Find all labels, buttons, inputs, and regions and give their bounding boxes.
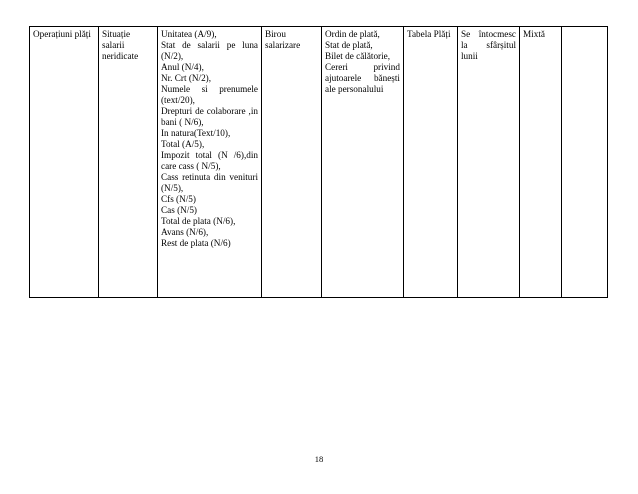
fields-cell <box>158 27 262 298</box>
field-item: Cas (N/5) <box>161 205 197 215</box>
timing-text: Se întocmesc la sfârșitul lunii <box>461 29 516 61</box>
page-number: 18 <box>314 454 324 464</box>
type-text: Mixtă <box>523 29 545 39</box>
table-name-text: Tabela Plăți <box>407 29 451 39</box>
source-item: Cereri privind ajutoarele bănești ale personalului <box>325 62 400 94</box>
data-table <box>29 26 608 298</box>
field-item: Stat de salarii pe luna (N/2), <box>161 40 258 61</box>
empty-cell <box>562 27 608 298</box>
table-row <box>30 27 608 298</box>
field-item: Anul (N/4), <box>161 62 204 72</box>
operation-cell <box>30 27 99 298</box>
type-cell <box>520 27 562 298</box>
field-item: Drepturi de colaborare ,in bani ( N/6), <box>161 106 258 127</box>
field-item: Nr. Crt (N/2), <box>161 73 212 83</box>
field-item: In natura(Text/10), <box>161 128 231 138</box>
field-item: Total (A/5), <box>161 139 205 149</box>
source-item: Bilet de călătorie, <box>325 51 391 61</box>
field-item: Total de plata (N/6), <box>161 216 236 226</box>
issuer-cell <box>262 27 322 298</box>
document-cell <box>99 27 158 298</box>
field-item: Impozit total (N /6),din care cass ( N/5), <box>161 150 258 171</box>
sources-cell <box>322 27 404 298</box>
operation-text: Operațiuni plăți <box>33 29 91 39</box>
field-item: Unitatea (A/9), <box>161 29 217 39</box>
field-item: Avans (N/6), <box>161 227 209 237</box>
field-item: Cass retinuta din venituri (N/5), <box>161 172 258 193</box>
timing-cell <box>458 27 520 298</box>
table-name-cell <box>404 27 458 298</box>
source-item: Stat de plată, <box>325 40 373 50</box>
issuer-text: Birou salarizare <box>265 29 301 50</box>
source-item: Ordin de plată, <box>325 29 380 39</box>
field-item: Rest de plata (N/6) <box>161 238 231 248</box>
document-text: Situație salarii neridicate <box>102 29 139 61</box>
field-item: Cfs (N/5) <box>161 194 196 204</box>
field-item: Numele si prenumele (text/20), <box>161 84 258 105</box>
